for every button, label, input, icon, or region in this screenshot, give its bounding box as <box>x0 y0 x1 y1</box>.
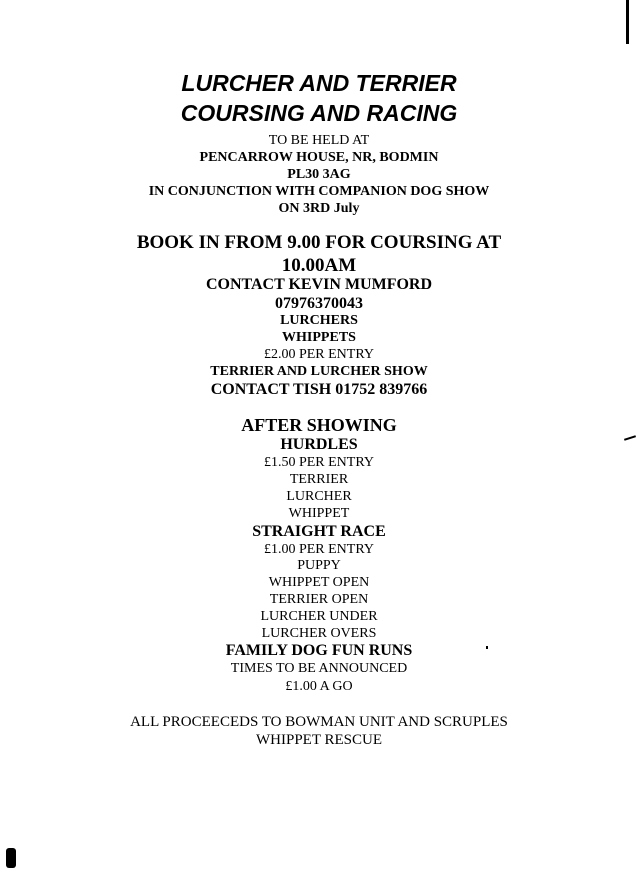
coursing-entry-fee: £2.00 PER ENTRY <box>263 347 375 362</box>
footer-line-2: WHIPPET RESCUE <box>256 732 382 748</box>
venue-text: PENCARROW HOUSE, NR, BODMIN <box>199 150 439 165</box>
held-at-text: TO BE HELD AT <box>268 133 370 148</box>
hurdles-heading: HURDLES <box>280 436 358 453</box>
hurdles-class: LURCHER <box>286 489 352 504</box>
fun-runs-times: TIMES TO BE ANNOUNCED <box>230 661 408 676</box>
coursing-contact-text: CONTACT KEVIN MUMFORD <box>205 276 433 293</box>
show-name-text: TERRIER AND LURCHER SHOW <box>210 364 428 379</box>
scan-speck <box>486 646 488 649</box>
title-line-1: LURCHER AND TERRIER <box>181 70 457 96</box>
after-showing-heading: AFTER SHOWING <box>241 415 397 435</box>
hurdles-class: WHIPPET <box>288 506 350 521</box>
hurdles-class: TERRIER <box>289 472 349 487</box>
straight-race-class: LURCHER OVERS <box>261 626 377 641</box>
scan-mark-bottom-left <box>6 848 16 868</box>
coursing-time-text: 10.00AM <box>281 255 357 276</box>
straight-race-heading: STRAIGHT RACE <box>252 523 386 540</box>
title-line-2: COURSING AND RACING <box>180 100 458 126</box>
date-text: ON 3RD July <box>278 201 360 216</box>
straight-race-class: WHIPPET OPEN <box>268 575 370 590</box>
footer-line-1: ALL PROCEECEDS TO BOWMAN UNIT AND SCRUPLES <box>130 714 508 730</box>
fun-runs-fee: £1.00 A GO <box>285 679 353 694</box>
scan-mark-top-right <box>626 0 629 44</box>
conjunction-text: IN CONJUNCTION WITH COMPANION DOG SHOW <box>148 184 490 199</box>
show-contact-text: CONTACT TISH 01752 839766 <box>210 381 428 398</box>
straight-race-class: LURCHER UNDER <box>260 609 378 624</box>
straight-race-class: PUPPY <box>297 558 341 573</box>
fun-runs-heading: FAMILY DOG FUN RUNS <box>225 642 413 659</box>
postcode-text: PL30 3AG <box>287 167 351 182</box>
straight-race-fee: £1.00 PER ENTRY <box>263 542 375 557</box>
coursing-phone-text: 07976370043 <box>275 295 363 312</box>
straight-race-class: TERRIER OPEN <box>269 592 369 607</box>
coursing-class-lurchers: LURCHERS <box>280 313 358 328</box>
book-in-text: BOOK IN FROM 9.00 FOR COURSING AT <box>136 232 502 253</box>
coursing-class-whippets: WHIPPETS <box>282 330 356 345</box>
hurdles-fee: £1.50 PER ENTRY <box>263 455 375 470</box>
